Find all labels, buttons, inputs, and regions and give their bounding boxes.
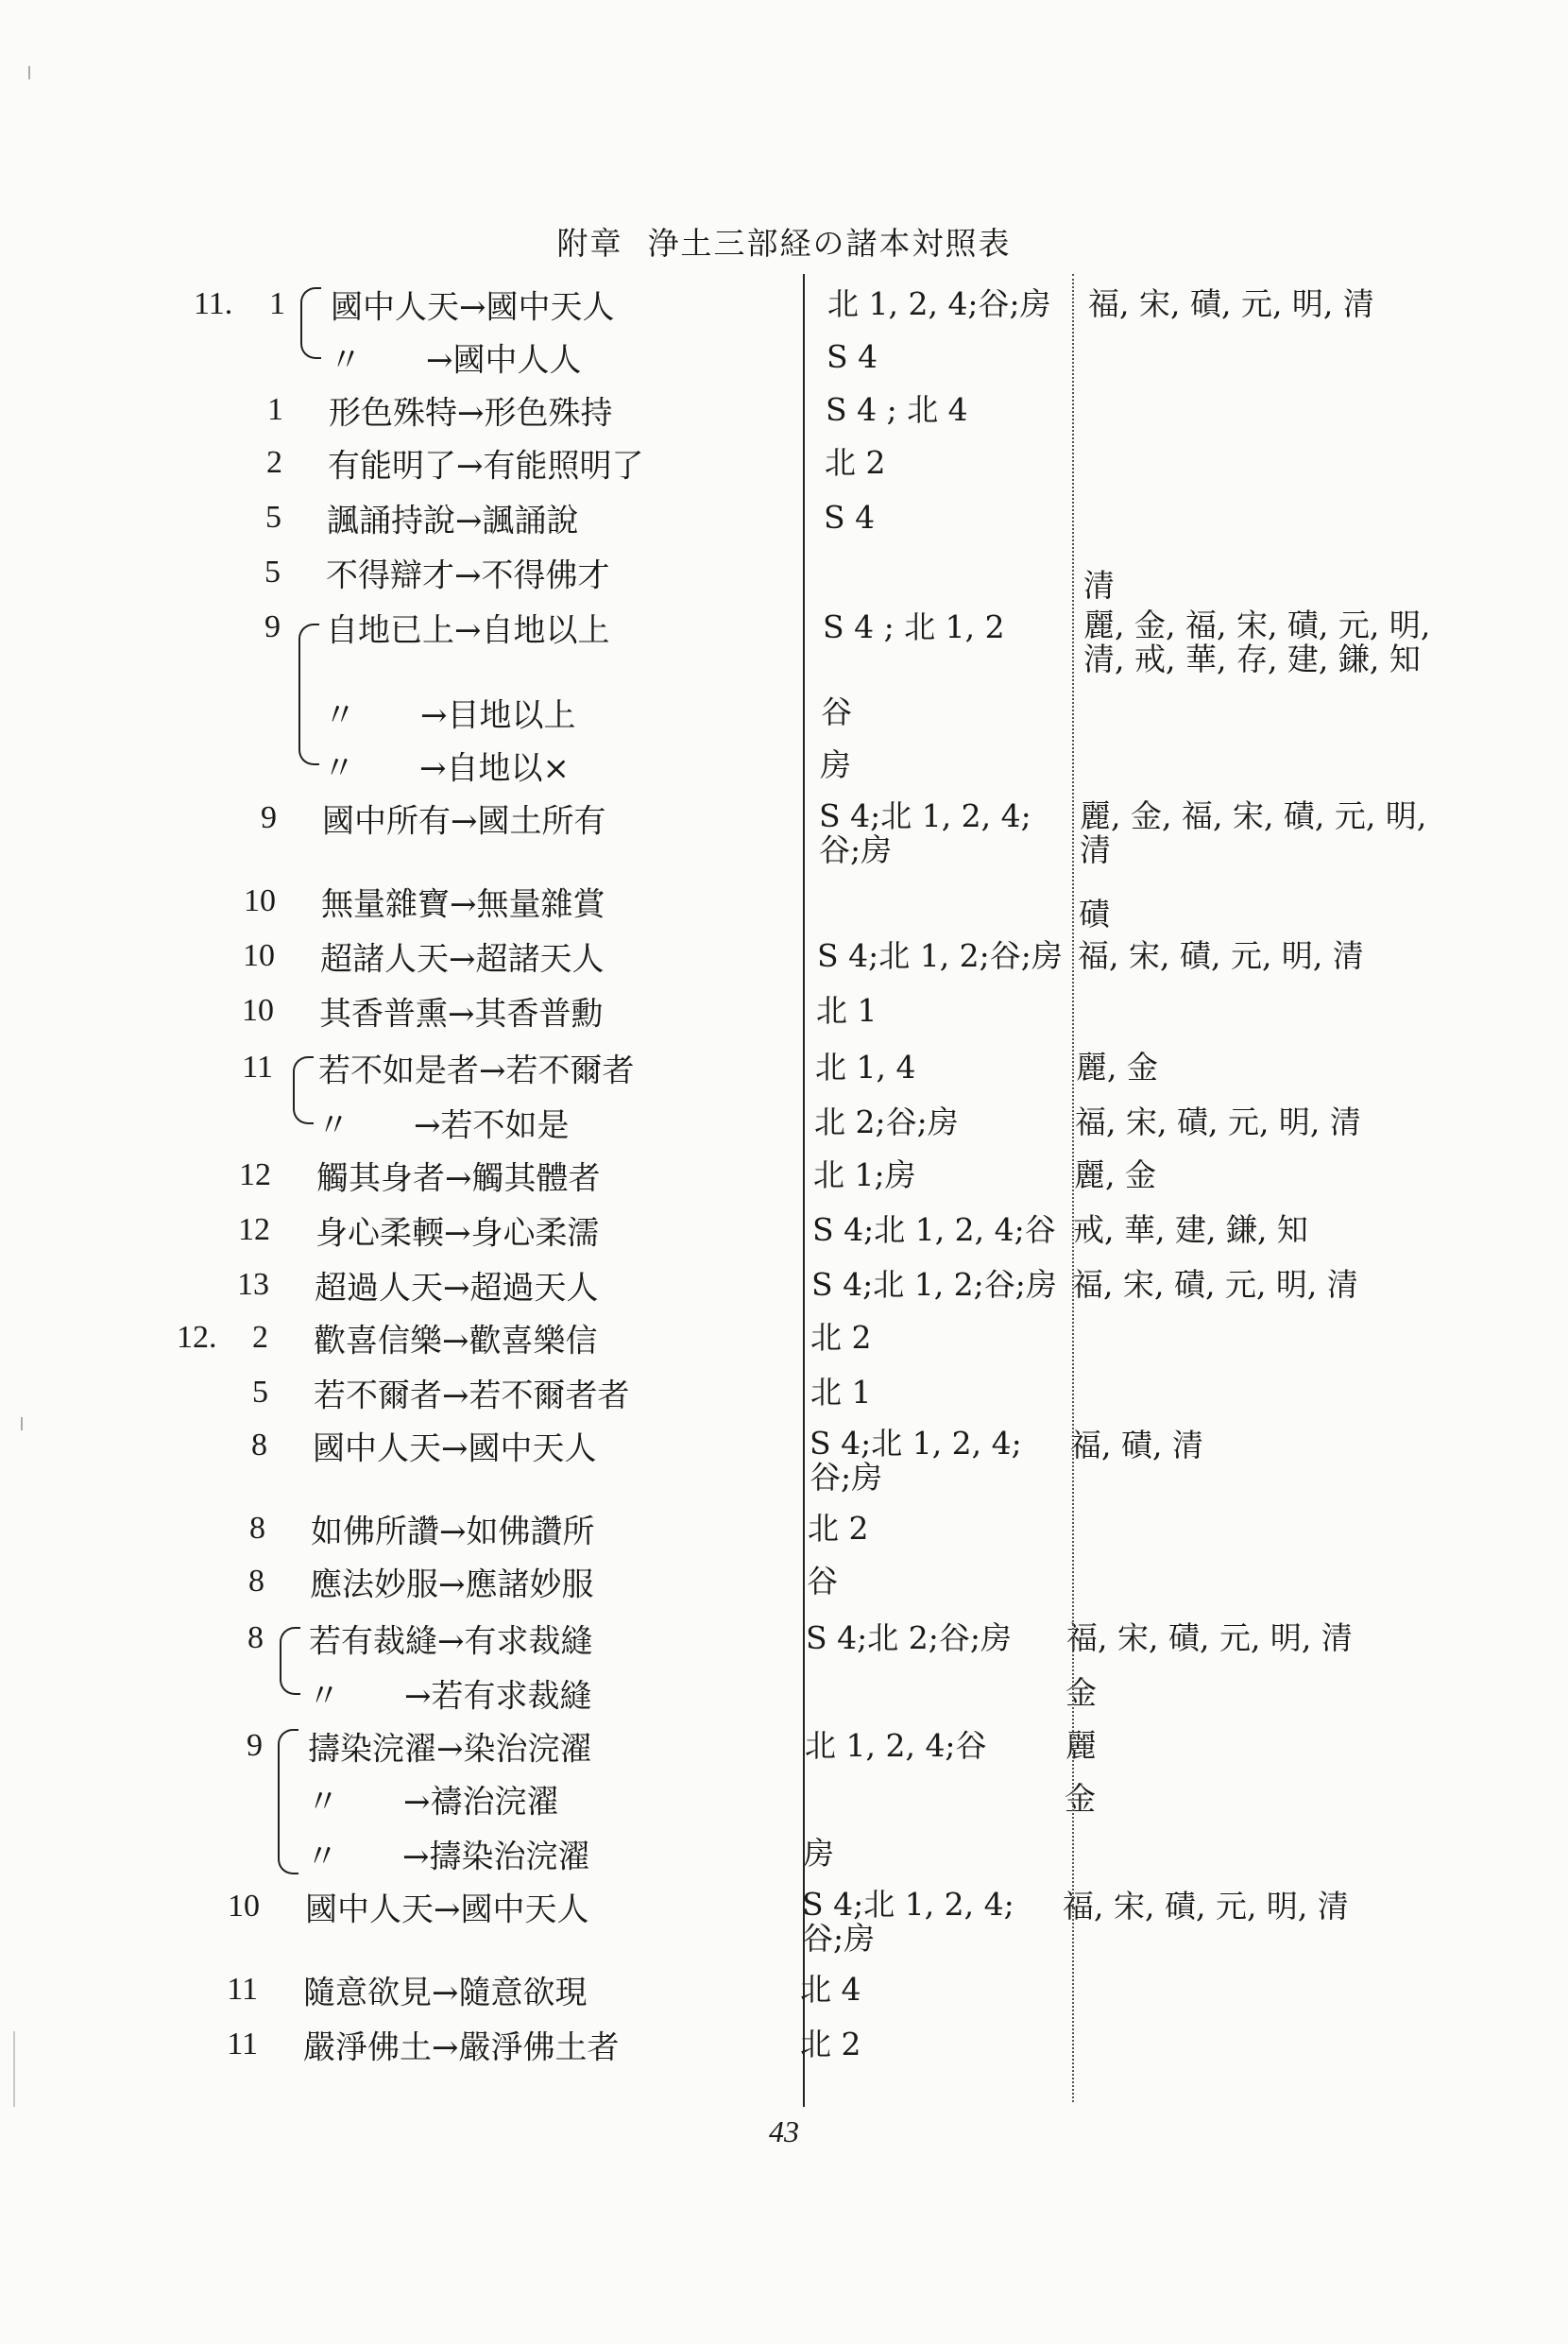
table-row	[0, 1266, 1568, 1308]
edition-sources: 福, 宋, 磧, 元, 明, 清	[1072, 1266, 1358, 1303]
variant-reading: 超諸人天→超諸天人	[320, 940, 605, 979]
line-number: 10	[242, 993, 274, 1028]
table-row	[0, 1319, 1568, 1360]
edition-sources: 金	[1065, 1780, 1096, 1817]
line-number: 8	[249, 1511, 265, 1546]
edition-sources: 福, 宋, 磧, 元, 明, 清	[1088, 285, 1374, 322]
edition-sources: 福, 宋, 磧, 元, 明, 清	[1063, 1888, 1349, 1925]
manuscript-sources: S 4;北 1, 2, 4; 谷;房	[810, 1425, 1022, 1496]
edition-sources: 金	[1065, 1674, 1097, 1711]
edition-sources: 福, 宋, 磧, 元, 明, 清	[1075, 1104, 1361, 1140]
line-number: 9	[247, 1728, 263, 1763]
table-row	[0, 693, 1568, 735]
brace-group-11-1	[300, 287, 321, 359]
variant-reading: 形色殊特→形色殊持	[329, 394, 613, 433]
manuscript-sources: S 4;北 1, 2;谷;房	[817, 937, 1063, 974]
chapter-label: 附章	[556, 225, 623, 262]
table-row	[0, 746, 1568, 788]
edition-sources: 福, 宋, 磧, 元, 明, 清	[1066, 1619, 1353, 1656]
table-row	[0, 1835, 1568, 1876]
page-number: 43	[769, 2114, 799, 2148]
table-row	[0, 797, 1568, 868]
line-number: 11	[242, 1050, 273, 1085]
line-number: 1	[269, 286, 285, 321]
table-row	[0, 1886, 1568, 1957]
line-number: 9	[261, 800, 277, 835]
scan-speck	[13, 2031, 15, 2107]
variant-reading: 國中人天→國中天人	[305, 1891, 589, 1929]
table-row	[0, 1104, 1568, 1145]
edition-sources: 麗	[1065, 1727, 1097, 1764]
table-row	[0, 1780, 1568, 1822]
variant-reading: 嚴淨佛土→嚴淨佛土者	[303, 2028, 620, 2067]
table-row	[0, 285, 1568, 327]
manuscript-sources: 房	[803, 1835, 834, 1872]
manuscript-sources: 北 2	[825, 444, 886, 481]
line-number: 5	[265, 500, 281, 535]
brace-group-11-9	[298, 624, 319, 765]
line-number: 2	[252, 1320, 268, 1355]
section-number: 12.	[177, 1320, 217, 1355]
variant-reading: 無量雜寶→無量雜賞	[321, 885, 605, 924]
variant-reading: 歡喜信樂→歡喜樂信	[314, 1322, 598, 1360]
variant-reading: 若不如是者→若不爾者	[318, 1052, 635, 1090]
table-row	[0, 1211, 1568, 1253]
table-row	[0, 391, 1568, 433]
line-number: 1	[267, 392, 283, 427]
table-row	[0, 1374, 1568, 1415]
variant-reading: 〃 →若不如是	[317, 1106, 570, 1145]
variant-reading: 若不爾者→若不爾者者	[314, 1377, 630, 1415]
variant-reading: 〃 →禱治浣濯	[307, 1783, 559, 1822]
manuscript-sources: 北 1	[810, 1374, 872, 1411]
variant-reading: 超過人天→超過天人	[315, 1269, 599, 1308]
manuscript-sources: 谷	[821, 693, 852, 730]
line-number: 8	[247, 1620, 264, 1655]
manuscript-sources: S 4;北 1, 2;谷;房	[811, 1266, 1057, 1303]
scan-speck	[21, 1417, 23, 1430]
manuscript-sources: S 4	[824, 499, 876, 536]
manuscript-sources: 北 2	[800, 2026, 861, 2062]
table-row	[0, 1156, 1568, 1198]
line-number: 10	[244, 883, 276, 918]
line-number: 12	[239, 1157, 271, 1192]
line-number: 11	[227, 1972, 258, 2007]
brace-group-11-11	[293, 1056, 314, 1124]
variant-reading: 國中所有→國土所有	[322, 802, 606, 841]
table-row	[0, 499, 1568, 540]
variant-reading: 自地已上→自地以上	[326, 611, 610, 650]
edition-sources: 清	[1083, 567, 1115, 604]
table-row	[0, 1971, 1568, 2012]
table-row	[0, 338, 1568, 380]
table-row	[0, 1727, 1568, 1769]
edition-sources: 福, 磧, 清	[1070, 1427, 1203, 1463]
variant-reading: 〃 →若有求裁縫	[308, 1677, 592, 1716]
line-number: 9	[264, 609, 281, 644]
variant-reading: 〃 →擣染治浣濯	[306, 1838, 590, 1876]
edition-sources: 麗, 金	[1076, 1049, 1158, 1086]
chapter-title: 浄土三部経の諸本対照表	[647, 225, 1012, 262]
variant-reading: 國中人天→國中天人	[331, 288, 615, 327]
variant-reading: 諷誦持說→諷誦說	[327, 502, 579, 540]
table-row	[0, 992, 1568, 1034]
edition-sources: 磧	[1079, 896, 1110, 932]
page-header	[0, 219, 1568, 264]
table-row	[0, 607, 1568, 677]
manuscript-sources: S 4	[827, 338, 878, 375]
variant-reading: 〃 →目地以上	[324, 696, 576, 735]
column-divider-dotted	[1072, 274, 1074, 2102]
column-divider-solid	[803, 274, 805, 2107]
variant-reading: 〃 →自地以×	[323, 749, 570, 788]
variant-reading: 若有裁縫→有求裁縫	[309, 1622, 593, 1661]
manuscript-sources: 北 1, 4	[815, 1049, 916, 1086]
manuscript-sources: S 4;北 1, 2, 4; 谷;房	[819, 797, 1031, 868]
edition-sources: 麗, 金, 福, 宋, 磧, 元, 明, 清	[1080, 797, 1427, 868]
line-number: 5	[264, 555, 281, 590]
line-number: 5	[252, 1375, 268, 1410]
line-number: 13	[237, 1267, 269, 1302]
line-number: 11	[227, 2027, 258, 2062]
edition-sources: 麗, 金, 福, 宋, 磧, 元, 明, 清, 戒, 華, 存, 建, 鎌, 知	[1083, 607, 1431, 677]
line-number: 10	[228, 1889, 260, 1924]
table-row	[0, 444, 1568, 486]
variant-reading: 隨意欲見→隨意欲現	[303, 1974, 588, 2012]
manuscript-sources: S 4;北 2;谷;房	[806, 1619, 1012, 1656]
manuscript-sources: 北 2	[810, 1319, 872, 1356]
line-number: 8	[248, 1564, 264, 1599]
variant-reading: 國中人天→國中天人	[313, 1429, 597, 1468]
edition-sources: 福, 宋, 磧, 元, 明, 清	[1078, 937, 1364, 974]
variant-reading: 應法妙服→應諸妙服	[310, 1566, 594, 1604]
line-number: 12	[238, 1212, 270, 1247]
manuscript-sources: 北 1;房	[813, 1156, 916, 1193]
manuscript-sources: 北 1, 2, 4;谷	[805, 1727, 987, 1764]
manuscript-sources: S 4;北 1, 2, 4;谷	[812, 1211, 1056, 1248]
manuscript-sources: 北 2	[808, 1510, 869, 1547]
edition-sources: 麗, 金	[1074, 1156, 1156, 1193]
manuscript-sources: S 4 ; 北 4	[826, 391, 968, 428]
table-row	[0, 1563, 1568, 1604]
variant-reading: 其香普熏→其香普勳	[319, 995, 604, 1034]
variant-reading: 不得辯才→不得佛才	[326, 556, 610, 595]
table-row	[0, 1049, 1568, 1090]
brace-group-12-8	[280, 1627, 300, 1695]
edition-sources: 戒, 華, 建, 鎌, 知	[1073, 1211, 1308, 1248]
variant-reading: 身心柔輭→身心柔濡	[315, 1214, 600, 1253]
manuscript-sources: 北 2;谷;房	[814, 1104, 959, 1140]
variant-reading: 有能明了→有能照明了	[328, 447, 644, 486]
table-row	[0, 883, 1568, 932]
manuscript-sources: 谷	[807, 1563, 838, 1600]
manuscript-sources: 北 1, 2, 4;谷;房	[827, 285, 1051, 322]
manuscript-sources: 房	[820, 746, 851, 783]
variant-reading: 觸其身者→觸其體者	[316, 1159, 601, 1198]
section-number: 11.	[194, 286, 233, 321]
manuscript-sources: 北 1	[816, 992, 878, 1029]
line-number: 2	[266, 445, 282, 480]
table-row	[0, 1619, 1568, 1661]
brace-group-12-9	[278, 1729, 298, 1874]
variant-reading: 〃 →國中人人	[330, 341, 582, 380]
scan-speck	[28, 66, 30, 79]
table-row	[0, 937, 1568, 979]
table-row	[0, 1510, 1568, 1551]
manuscript-sources: S 4 ; 北 1, 2	[823, 608, 1005, 645]
variant-reading: 如佛所讚→如佛讚所	[311, 1513, 595, 1551]
line-number: 10	[243, 938, 275, 973]
manuscript-sources: 北 4	[800, 1971, 861, 2008]
table-row	[0, 1674, 1568, 1716]
variant-reading: 擣染浣濯→染治浣濯	[308, 1730, 592, 1769]
manuscript-sources: S 4;北 1, 2, 4; 谷;房	[802, 1886, 1014, 1957]
line-number: 8	[251, 1428, 267, 1463]
